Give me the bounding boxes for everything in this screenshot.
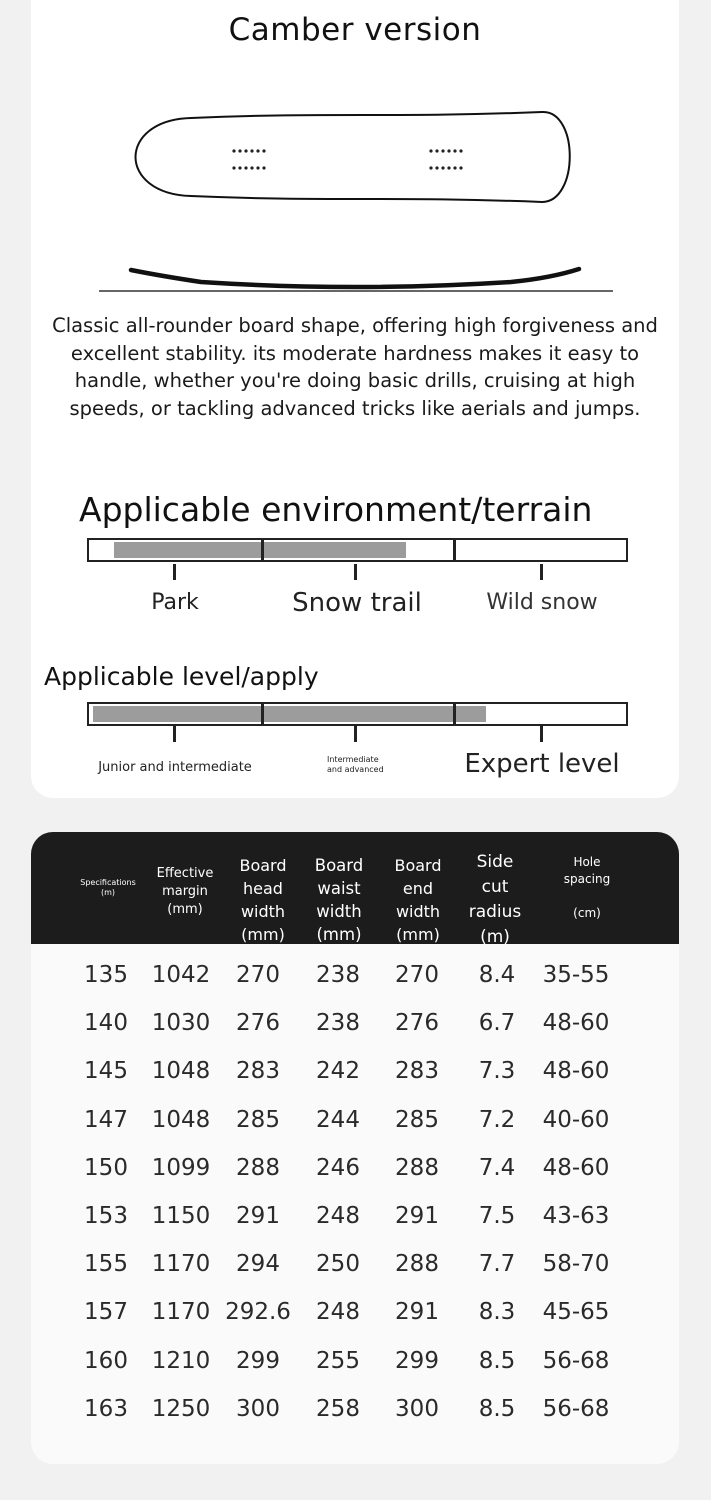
- tick-snow-trail: [354, 564, 357, 580]
- tick-intermediate: [354, 726, 357, 742]
- cell-specification: 155: [84, 1251, 128, 1278]
- cell-waist-width: 246: [316, 1154, 360, 1181]
- cell-effective-margin: 1210: [151, 1347, 211, 1374]
- cell-effective-margin: 1048: [151, 1058, 211, 1085]
- cell-hole-spacing: 58-70: [542, 1251, 610, 1278]
- level-bar-fill: [93, 706, 486, 722]
- spec-table: [31, 832, 679, 1464]
- cell-end-width: 283: [395, 1058, 439, 1085]
- level-label-junior: Junior and intermediate: [98, 760, 252, 775]
- cell-end-width: 299: [395, 1347, 439, 1374]
- camber-card: [31, 0, 679, 798]
- header-hole-spacing: Hole spacing (cm): [563, 855, 611, 920]
- header-board-head-width: Board head width (mm): [239, 856, 287, 944]
- cell-waist-width: 248: [316, 1203, 360, 1229]
- cell-head-width: 288: [236, 1154, 280, 1181]
- level-label-intermediate: Intermediate and advanced: [327, 755, 384, 774]
- cell-specification: 147: [84, 1106, 128, 1133]
- cell-effective-margin: 1170: [151, 1251, 211, 1278]
- cell-end-width: 291: [395, 1299, 439, 1326]
- cell-waist-width: 238: [316, 1010, 360, 1037]
- header-side-cut-radius: Side cut radius (m): [468, 852, 522, 947]
- cell-specification: 140: [84, 1010, 128, 1037]
- environment-heading: Applicable environment/terrain: [79, 490, 593, 529]
- cell-waist-width: 242: [316, 1058, 360, 1085]
- cell-head-width: 300: [236, 1395, 280, 1422]
- table-row: [31, 1144, 679, 1192]
- cell-waist-width: 244: [316, 1106, 360, 1133]
- cell-end-width: 270: [395, 962, 439, 988]
- cell-waist-width: 238: [316, 962, 360, 988]
- cell-head-width: 292.6: [225, 1299, 291, 1326]
- cell-effective-margin: 1250: [151, 1395, 211, 1422]
- header-specifications: Specifications (m): [80, 878, 136, 897]
- cell-hole-spacing: 35-55: [542, 962, 610, 988]
- header-board-end-width: Board end width (mm): [394, 856, 442, 944]
- snowboard-illustration: [31, 0, 679, 310]
- cell-side-cut-radius: 6.7: [478, 1010, 516, 1037]
- cell-waist-width: 255: [316, 1347, 360, 1374]
- cell-hole-spacing: 56-68: [542, 1395, 610, 1422]
- cell-hole-spacing: 45-65: [542, 1299, 610, 1326]
- bar-divider: [261, 702, 264, 726]
- cell-effective-margin: 1170: [151, 1299, 211, 1326]
- cell-side-cut-radius: 8.3: [478, 1299, 516, 1326]
- tick-park: [173, 564, 176, 580]
- cell-effective-margin: 1150: [151, 1203, 211, 1229]
- cell-end-width: 291: [395, 1203, 439, 1229]
- spec-table-header: [31, 832, 679, 947]
- cell-side-cut-radius: 7.7: [478, 1251, 516, 1278]
- cell-head-width: 294: [236, 1251, 280, 1278]
- cell-head-width: 283: [236, 1058, 280, 1085]
- bar-divider: [453, 702, 456, 726]
- env-label-park: Park: [151, 590, 199, 615]
- table-row: [31, 1337, 679, 1385]
- cell-end-width: 276: [395, 1010, 439, 1037]
- cell-specification: 145: [84, 1058, 128, 1085]
- level-bar: [87, 702, 628, 726]
- cell-head-width: 270: [236, 962, 280, 988]
- cell-specification: 135: [84, 962, 128, 988]
- cell-hole-spacing: 48-60: [542, 1058, 610, 1085]
- camber-title: Camber version: [228, 12, 482, 48]
- cell-head-width: 285: [236, 1106, 280, 1133]
- env-label-wild-snow: Wild snow: [486, 590, 598, 615]
- cell-specification: 160: [84, 1347, 128, 1374]
- table-row: [31, 1385, 679, 1433]
- environment-bar: [87, 538, 628, 562]
- environment-bar-fill: [114, 542, 406, 558]
- table-row: [31, 1240, 679, 1288]
- cell-side-cut-radius: 8.4: [478, 962, 516, 988]
- level-heading: Applicable level/apply: [44, 662, 319, 691]
- cell-end-width: 300: [395, 1395, 439, 1422]
- cell-side-cut-radius: 8.5: [478, 1347, 516, 1374]
- cell-effective-margin: 1042: [151, 962, 211, 988]
- cell-effective-margin: 1030: [151, 1010, 211, 1037]
- cell-specification: 157: [84, 1299, 128, 1326]
- cell-hole-spacing: 48-60: [542, 1154, 610, 1181]
- cell-head-width: 276: [236, 1010, 280, 1037]
- cell-end-width: 288: [395, 1251, 439, 1278]
- cell-head-width: 299: [236, 1347, 280, 1374]
- board-camber-profile: [131, 269, 579, 287]
- bar-divider: [261, 538, 264, 562]
- cell-side-cut-radius: 7.5: [478, 1203, 516, 1229]
- cell-specification: 150: [84, 1154, 128, 1181]
- table-row: [31, 1096, 679, 1144]
- cell-hole-spacing: 40-60: [542, 1106, 610, 1133]
- level-label-expert: Expert level: [464, 749, 620, 779]
- board-top-view: [136, 112, 570, 202]
- cell-side-cut-radius: 8.5: [478, 1395, 516, 1422]
- tick-wild-snow: [540, 564, 543, 580]
- cell-waist-width: 248: [316, 1299, 360, 1326]
- cell-side-cut-radius: 7.3: [478, 1058, 516, 1085]
- bar-divider: [453, 538, 456, 562]
- tick-junior: [173, 726, 176, 742]
- env-label-snow-trail: Snow trail: [292, 588, 422, 618]
- cell-specification: 153: [84, 1203, 128, 1229]
- table-row: [31, 1047, 679, 1095]
- tick-expert: [540, 726, 543, 742]
- cell-head-width: 291: [236, 1203, 280, 1229]
- table-row: [31, 951, 679, 999]
- cell-end-width: 285: [395, 1106, 439, 1133]
- header-effective-margin: Effective margin (mm): [156, 866, 214, 917]
- cell-waist-width: 250: [316, 1251, 360, 1278]
- camber-description: Classic all-rounder board shape, offering high forgiveness and excellent stability. its moderate hardness makes it easy to handle, whether you're doing basic drills, cruising at high speeds, or tackling advanced tricks like aerials and jumps.: [52, 314, 658, 420]
- table-row: [31, 1288, 679, 1336]
- cell-waist-width: 258: [316, 1395, 360, 1422]
- cell-effective-margin: 1099: [151, 1154, 211, 1181]
- cell-end-width: 288: [395, 1154, 439, 1181]
- table-row: [31, 1192, 679, 1240]
- cell-specification: 163: [84, 1395, 128, 1422]
- cell-side-cut-radius: 7.4: [478, 1154, 516, 1181]
- cell-effective-margin: 1048: [151, 1106, 211, 1133]
- table-row: [31, 999, 679, 1047]
- header-board-waist-width: Board waist width (mm): [314, 856, 364, 944]
- cell-side-cut-radius: 7.2: [478, 1106, 516, 1133]
- cell-hole-spacing: 56-68: [542, 1347, 610, 1374]
- cell-hole-spacing: 48-60: [542, 1010, 610, 1037]
- cell-hole-spacing: 43-63: [542, 1203, 610, 1229]
